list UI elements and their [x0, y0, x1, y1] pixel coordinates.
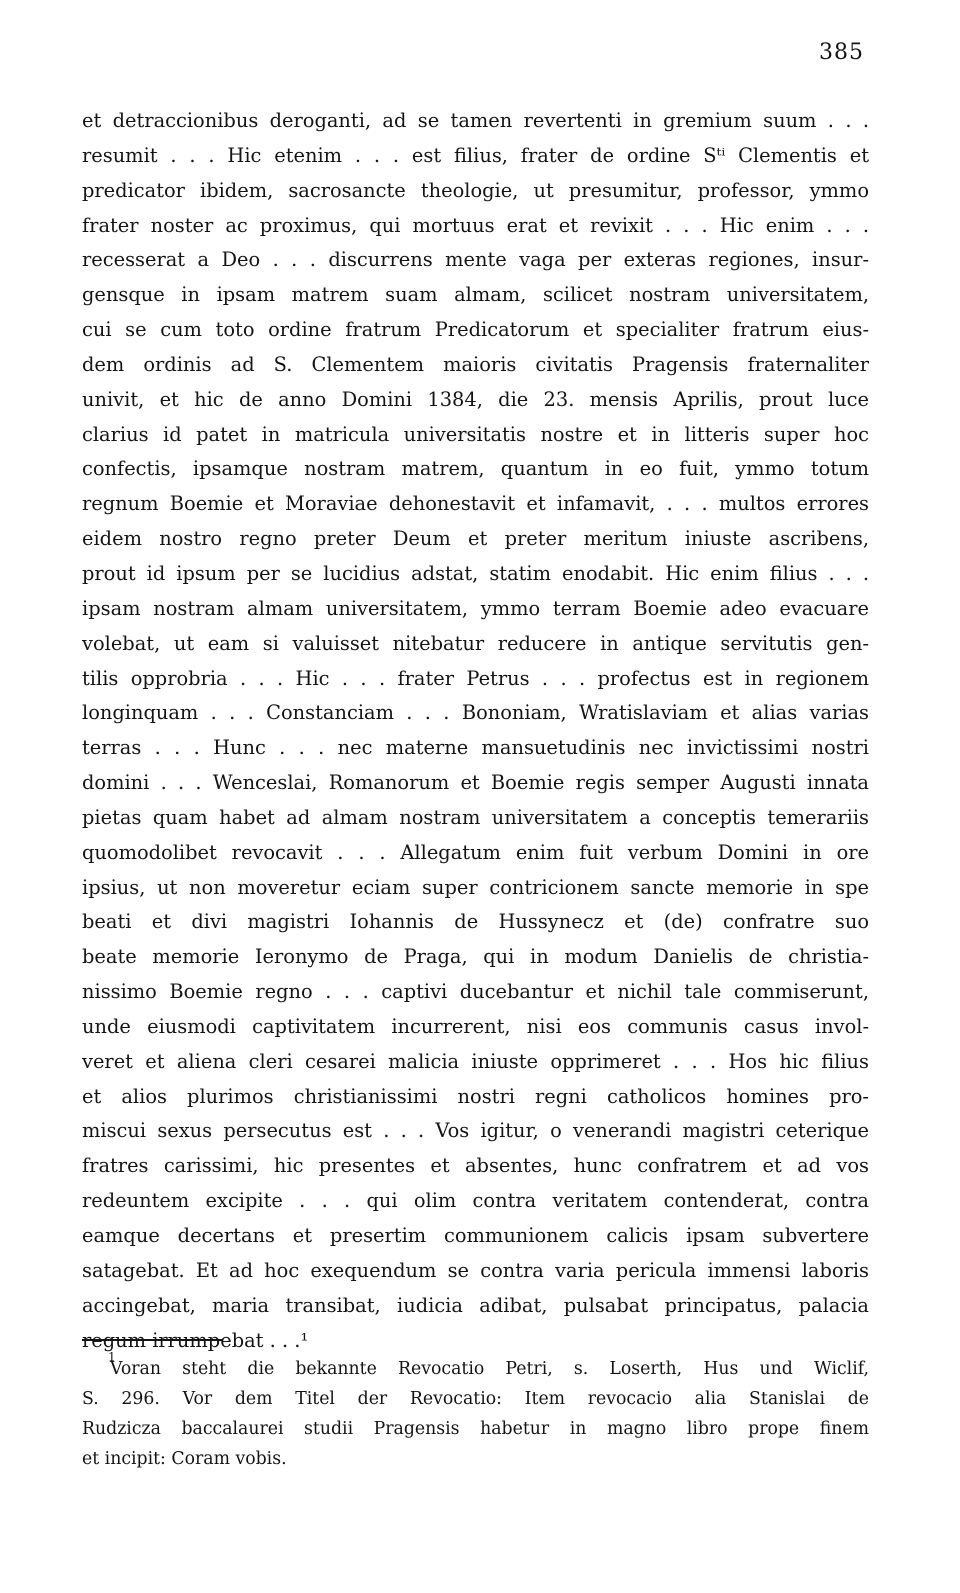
body-text: [82, 104, 869, 1358]
text-line: regnum Boemie et Moraviae dehonestavit et infamavit, . . . multos errores: [82, 492, 869, 516]
text-line: volebat, ut eam si valuisset nitebatur reducere in antique servitutis gen-: [82, 631, 869, 655]
text-line: confectis, ipsamque nostram matrem, quantum in eo fuit, ymmo totum: [82, 457, 869, 481]
footnote-line: Voran steht die bekannte Revocatio Petri, s. Loserth, Hus und Wiclif,: [110, 1359, 869, 1379]
footnote-line: Rudzicza baccalaurei studii Pragensis habetur in magno libro prope finem: [82, 1419, 869, 1439]
page-number: 385: [819, 40, 864, 65]
text-line: beate memorie Ieronymo de Praga, qui in modum Danielis de christia-: [82, 945, 869, 969]
text-line: veret et aliena cleri cesarei malicia iniuste opprimeret . . . Hos hic filius: [82, 1049, 869, 1073]
text-line: eamque decertans et presertim communionem calicis ipsam subvertere: [82, 1224, 869, 1247]
text-line: quomodolibet revocavit . . . Allegatum enim fuit verbum Domini in ore: [82, 840, 869, 864]
text-line: miscui sexus persecutus est . . . Vos igitur, o venerandi magistri ceterique: [82, 1119, 869, 1143]
text-line: pietas quam habet ad almam nostram universitatem a conceptis temerariis: [82, 805, 869, 829]
text-line: terras . . . Hunc . . . nec materne mansuetudinis nec invictissimi nostri: [82, 736, 869, 760]
footnote-line: S. 296. Vor dem Titel der Revocatio: Item revocacio alia Stanislai de: [82, 1389, 869, 1409]
text-line: regum irrumpebat . . .¹: [82, 1328, 309, 1352]
text-line: et detraccionibus deroganti, ad se tamen revertenti in gremium suum . . .: [82, 109, 869, 132]
text-line: gensque in ipsam matrem suam almam, scilicet nostram universitatem,: [82, 283, 869, 307]
text-line: cui se cum toto ordine fratrum Predicatorum et specialiter fratrum eius-: [82, 318, 869, 342]
text-line: beati et divi magistri Iohannis de Hussynecz et (de) confratre suo: [82, 910, 869, 934]
text-line: univit, et hic de anno Domini 1384, die 23. mensis Aprilis, prout luce: [82, 387, 869, 411]
footnote: [82, 1350, 869, 1474]
text-line: unde eiusmodi captivitatem incurrerent, nisi eos communis casus invol-: [82, 1014, 869, 1038]
text-line: frater noster ac proximus, qui mortuus erat et revixit . . . Hic enim . . .: [82, 213, 869, 237]
text-line: longinquam . . . Constanciam . . . Bononiam, Wratislaviam et alias varias: [82, 701, 869, 725]
text-line: accingebat, maria transibat, iudicia adibat, pulsabat principatus, palacia: [82, 1293, 869, 1317]
footnote-marker: 1: [108, 1350, 116, 1364]
footnote-line: et incipit: Coram vobis.: [82, 1449, 287, 1469]
text-line: predicator ibidem, sacrosancte theologie, ut presumitur, professor, ymmo: [82, 178, 869, 202]
text-line: eidem nostro regno preter Deum et preter meritum iniuste ascribens,: [82, 527, 869, 551]
text-line: clarius id patet in matricula universitatis nostre et in litteris super hoc: [82, 422, 869, 446]
text-line: resumit . . . Hic etenim . . . est filius, frater de ordine Sᵗⁱ Clementis et: [82, 143, 869, 167]
text-line: ipsius, ut non moveretur eciam super contricionem sancte memorie in spe: [82, 875, 869, 899]
text-line: redeuntem excipite . . . qui olim contra veritatem contenderat, contra: [82, 1189, 869, 1213]
text-line: recesserat a Deo . . . discurrens mente vaga per exteras regiones, insur-: [82, 248, 869, 272]
text-line: ipsam nostram almam universitatem, ymmo terram Boemie adeo evacuare: [82, 596, 869, 620]
text-line: domini . . . Wenceslai, Romanorum et Boemie regis semper Augusti innata: [82, 771, 869, 795]
text-line: dem ordinis ad S. Clementem maioris civitatis Pragensis fraternaliter: [82, 352, 869, 376]
text-line: prout id ipsum per se lucidius adstat, statim enodabit. Hic enim filius . . .: [82, 561, 869, 585]
text-line: fratres carissimi, hic presentes et absentes, hunc confratrem et ad vos: [82, 1154, 869, 1178]
text-line: nissimo Boemie regno . . . captivi ducebantur et nichil tale commiserunt,: [82, 980, 869, 1004]
text-line: tilis opprobria . . . Hic . . . frater Petrus . . . profectus est in regionem: [82, 666, 869, 690]
text-line: et alios plurimos christianissimi nostri regni catholicos homines pro-: [82, 1084, 869, 1108]
text-line: satagebat. Et ad hoc exequendum se contra varia pericula immensi laboris: [82, 1258, 869, 1282]
footnote-divider: [82, 1339, 222, 1341]
